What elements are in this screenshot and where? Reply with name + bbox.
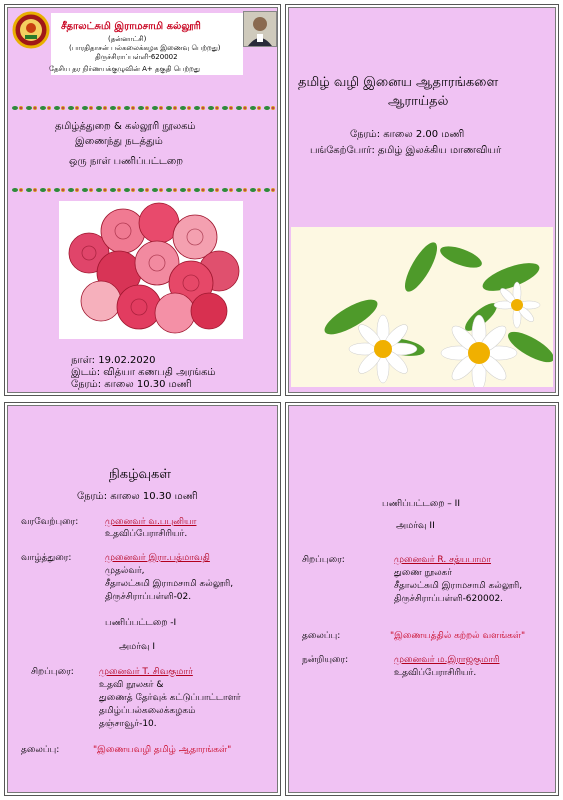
greeting-role-1: முதல்வர், bbox=[105, 566, 145, 576]
topic-label: தலைப்பு: bbox=[21, 745, 60, 755]
topic-text: "இணையத்தில் கற்றல் வளங்கள்" bbox=[390, 631, 526, 641]
organizer-line2: இணைந்து நடத்தும் bbox=[75, 136, 163, 147]
program-time: நேரம்: காலை 10.30 மணி bbox=[77, 491, 198, 502]
session-2-label: அமர்வு II bbox=[396, 521, 435, 531]
thanks-speaker-name: முனைவர் ம.இராஜகுமாரி bbox=[394, 655, 500, 665]
greeting-role-2: சீதாலட்சுமி இராமசாமி கல்லூரி, bbox=[105, 579, 234, 589]
workshop-title-line1: தமிழ் வழி இனைய ஆதாரங்களை bbox=[298, 75, 499, 90]
chief-label: சிறப்புரை: bbox=[302, 555, 345, 565]
topic-text: "இணையவழி தமிழ் ஆதாரங்கள்" bbox=[93, 745, 232, 755]
workshop-title-line2: ஆராய்தல் bbox=[388, 94, 449, 109]
roses-image bbox=[59, 201, 243, 339]
workshop-1-label: பணிப்பட்டறை -I bbox=[105, 618, 177, 628]
title-panel bbox=[285, 4, 559, 396]
affiliation-text: (பாரதிதாசன் பல்கலைக்கழக இணைவு பெற்றது) bbox=[69, 44, 221, 52]
event-time: நேரம்: காலை 10.30 மணி bbox=[71, 379, 192, 390]
greeting-speaker-name: முனைவர் இரா.பத்மாவதி bbox=[105, 553, 210, 563]
decorative-border bbox=[11, 97, 274, 105]
event-venue: இடம்: வித்யா கணபதி அரங்கம் bbox=[71, 367, 216, 378]
thanks-label: நன்றியுரை: bbox=[302, 655, 349, 665]
decorative-border bbox=[11, 179, 274, 187]
session-time: நேரம்: காலை 2.00 மணி bbox=[350, 129, 465, 140]
founder-photo bbox=[243, 11, 277, 47]
welcome-speaker-name: முனைவர் வ.பபுனியா bbox=[105, 517, 197, 527]
participants: பங்கேற்போர்: தமிழ் இலக்கிய மாணவியர் bbox=[310, 145, 502, 156]
chief-role-2: சீதாலட்சுமி இராமசாமி கல்லூரி, bbox=[394, 581, 523, 591]
session-1-label: அமர்வு I bbox=[119, 642, 156, 652]
workshop-2-label: பணிப்பட்டறை – II bbox=[382, 499, 460, 509]
event-date: நாள்: 19.02.2020 bbox=[71, 355, 156, 366]
chief-role-4: தஞ்சாவூர்-10. bbox=[99, 719, 157, 729]
cover-panel bbox=[4, 4, 281, 396]
program-panel-1 bbox=[4, 402, 281, 796]
program-panel-2 bbox=[285, 402, 559, 796]
chief-label: சிறப்புரை: bbox=[31, 667, 74, 677]
chief-role-1: உதவி நூலகர் & bbox=[99, 680, 164, 690]
greeting-role-3: திருச்சிராப்பள்ளி-02. bbox=[105, 592, 192, 602]
program-heading: நிகழ்வுகள் bbox=[109, 467, 172, 482]
college-city: திருச்சிராப்பள்ளி-620002 bbox=[95, 53, 178, 61]
college-emblem bbox=[11, 11, 51, 49]
topic-label: தலைப்பு: bbox=[302, 631, 341, 641]
chief-role-2: துணைத் தேர்வுக் கட்டுப்பாட்டாளர் bbox=[99, 693, 241, 703]
chief-role-3: திருச்சிராப்பள்ளி-620002. bbox=[394, 594, 504, 604]
chief-role-1: துணை நூலகர் bbox=[394, 568, 453, 578]
college-name: சீதாலட்சுமி இராமசாமி கல்லூரி bbox=[61, 21, 201, 32]
accreditation-text: தேசிய தர நிர்ணயக்குழுவின் A+ தகுதி பெற்றது bbox=[49, 65, 200, 73]
greeting-label: வாழ்த்துரை: bbox=[21, 553, 72, 563]
chief-speaker-name: முனைவர் R. சத்யபாமா bbox=[394, 555, 491, 565]
thanks-speaker-role: உதவிப்பேராசிரியர். bbox=[394, 668, 477, 678]
welcome-label: வரவேற்புரை: bbox=[21, 517, 79, 527]
chief-speaker-name: முனைவர் T. சிவகுமார் bbox=[99, 667, 193, 677]
daisy-image bbox=[291, 227, 553, 387]
organizer-line1: தமிழ்த்துறை & கல்லூரி நூலகம் bbox=[55, 121, 196, 132]
autonomous-label: (தன்னாட்சி) bbox=[108, 35, 147, 43]
welcome-speaker-role: உதவிப்பேராசிரியர். bbox=[105, 529, 188, 539]
event-type: ஒரு நாள் பணிப்பட்டறை bbox=[69, 156, 184, 167]
chief-role-3: தமிழ்ப்பல்கலைக்கழகம் bbox=[99, 706, 196, 716]
